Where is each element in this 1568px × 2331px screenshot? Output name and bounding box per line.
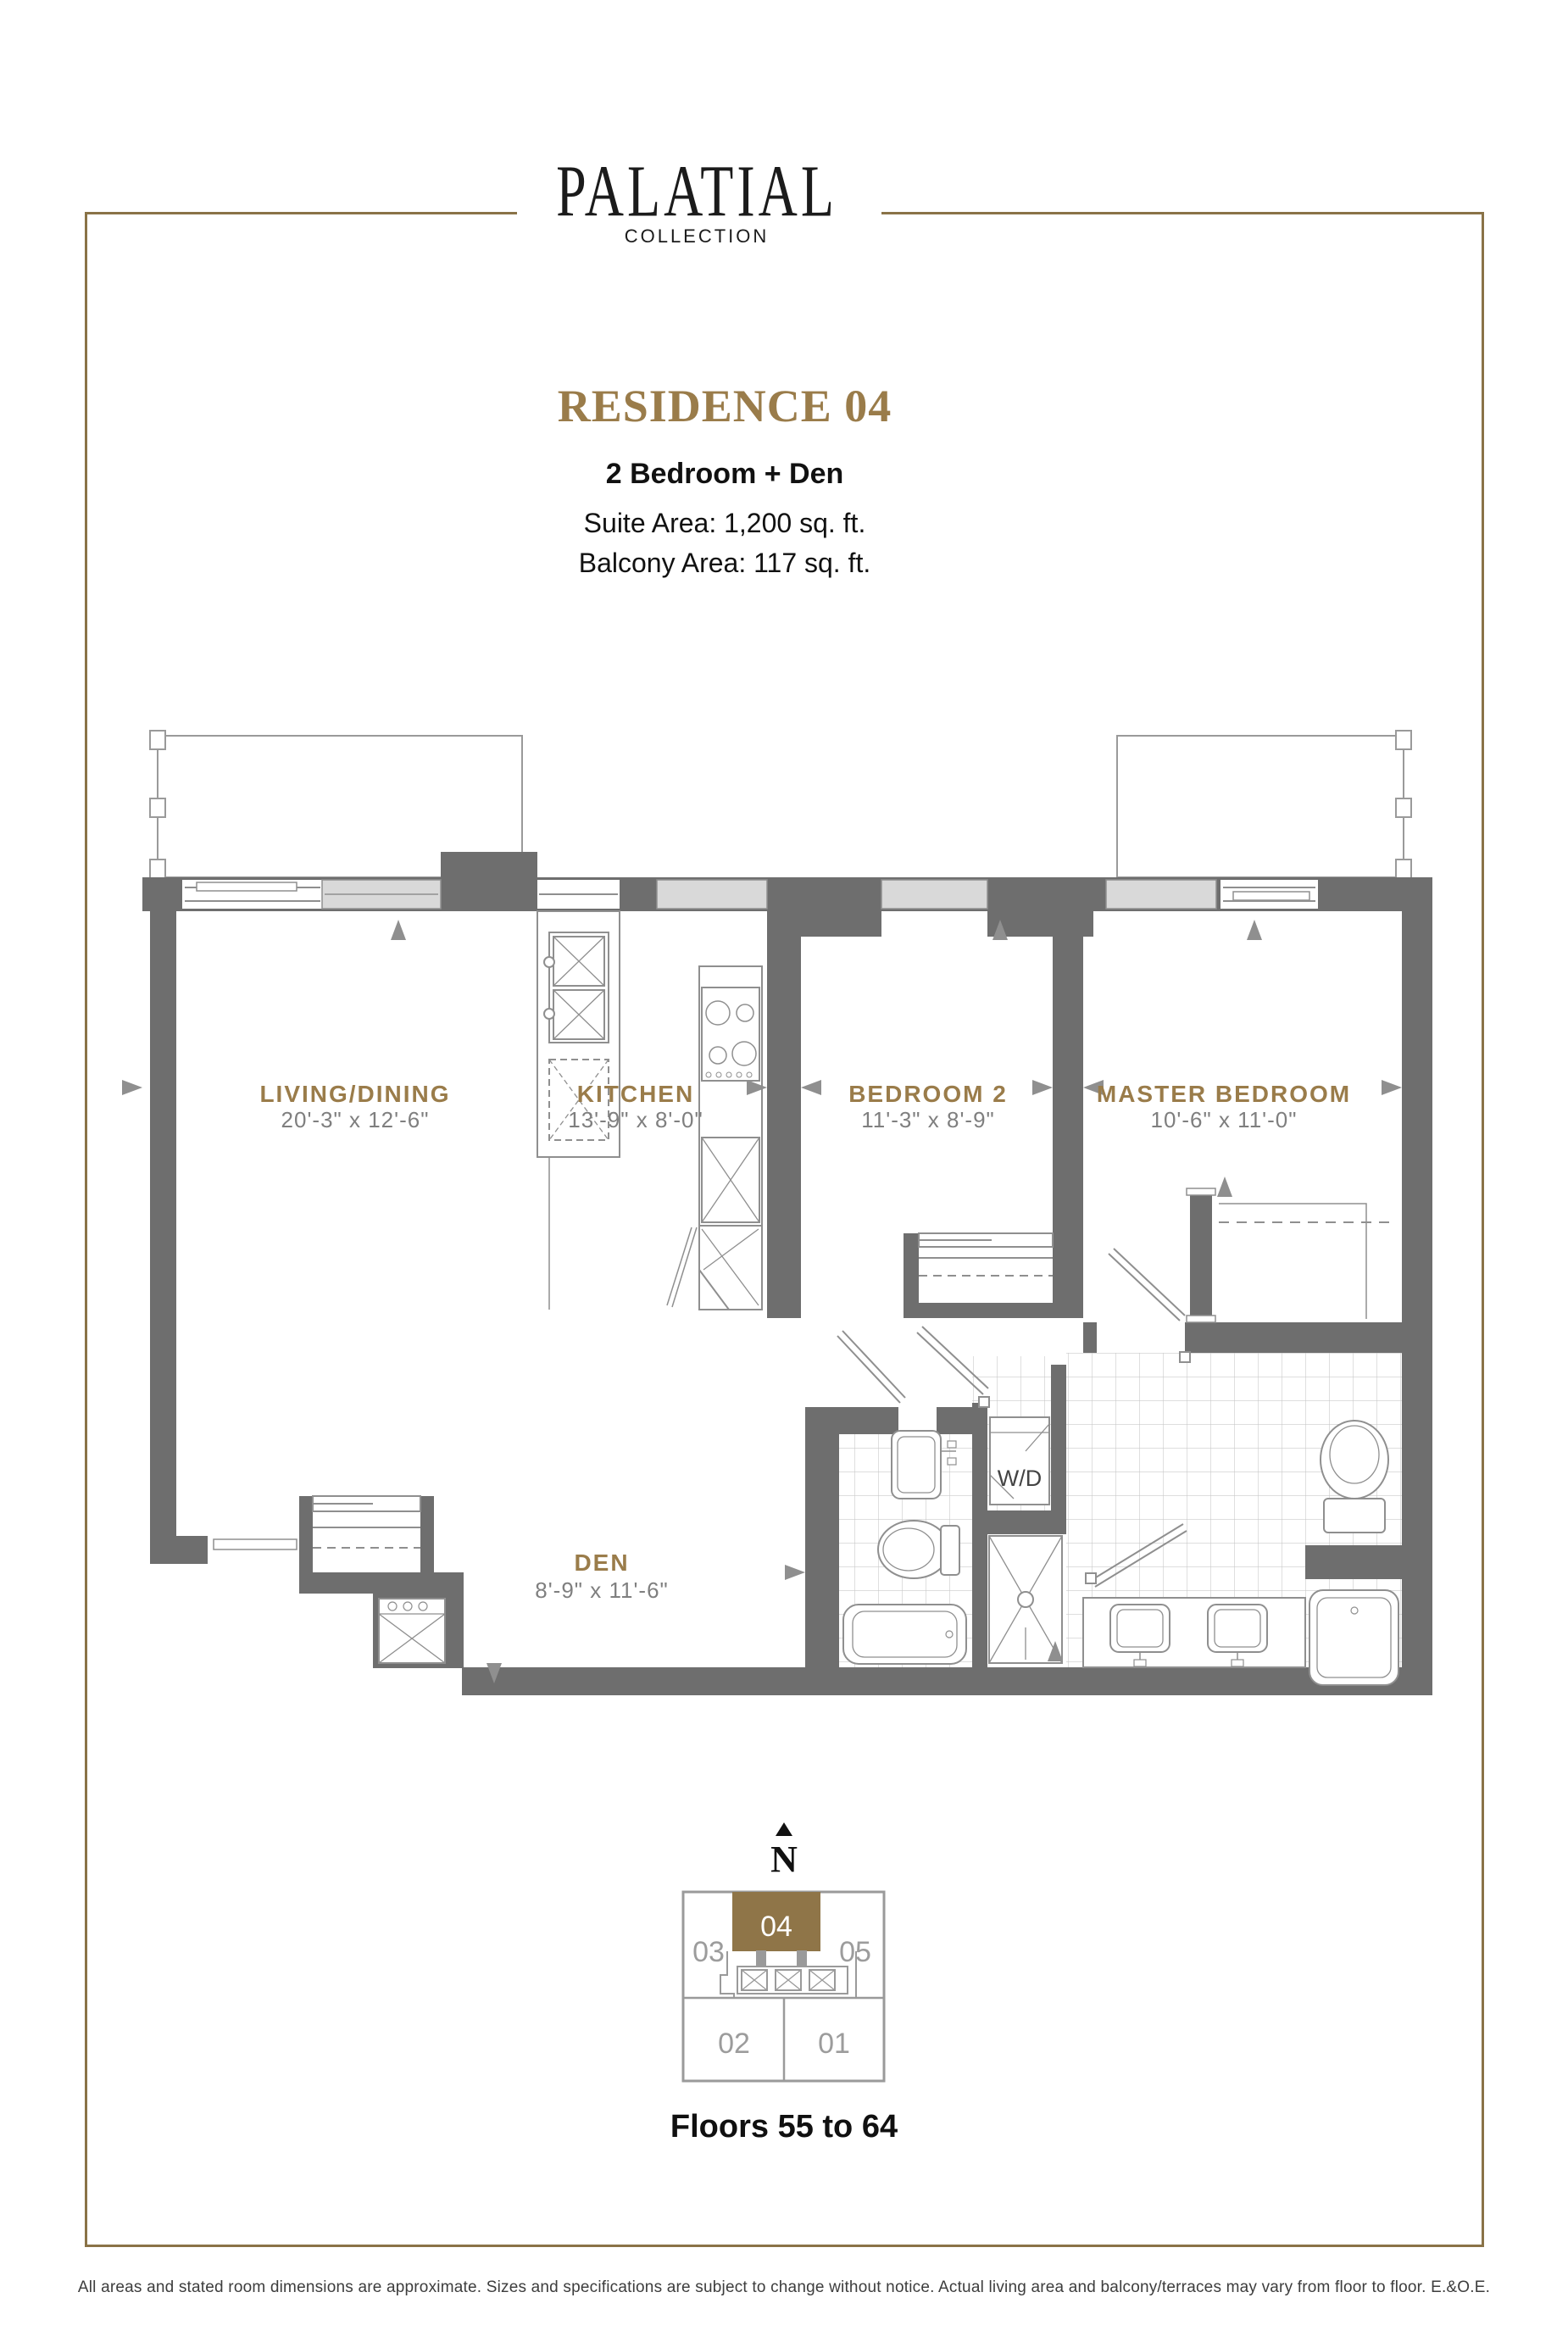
ensuite-toilet-icon xyxy=(1321,1421,1388,1533)
keyplan-unit-04: 04 xyxy=(760,1911,792,1943)
kitchen-appliances xyxy=(667,966,762,1310)
laundry-label: W/D xyxy=(997,1466,1043,1491)
key-plan xyxy=(670,1814,898,2094)
washer-dryer-icon xyxy=(990,1417,1049,1505)
brand-name: PALATIAL xyxy=(556,150,837,232)
page-border-top-left xyxy=(85,212,517,214)
room-label-kitchen: KITCHEN xyxy=(576,1081,695,1107)
floors-range: Floors 55 to 64 xyxy=(670,2109,898,2145)
balcony-area: Balcony Area: 117 sq. ft. xyxy=(578,548,871,578)
residence-title: RESIDENCE 04 xyxy=(557,381,892,431)
room-dims-kitchen: 13'-9" x 8'-0" xyxy=(568,1107,703,1132)
master-closet xyxy=(1187,1188,1397,1322)
north-arrow-icon xyxy=(776,1822,792,1836)
room-label-den: DEN xyxy=(574,1549,630,1576)
keyplan-unit-05: 05 xyxy=(839,1936,871,1968)
floor-plan xyxy=(119,704,1458,1729)
windows xyxy=(182,880,1318,909)
foyer-closet xyxy=(214,1496,420,1549)
room-dims-bedroom2: 11'-3" x 8'-9" xyxy=(861,1107,995,1132)
room-label-bedroom2: BEDROOM 2 xyxy=(848,1081,1008,1107)
balcony-right xyxy=(1117,731,1411,878)
ensuite-tub-icon xyxy=(1309,1590,1398,1685)
brand-logo xyxy=(556,149,837,248)
north-label: N xyxy=(770,1839,798,1880)
room-label-master: MASTER BEDROOM xyxy=(1096,1081,1352,1107)
room-dims-den: 8'-9" x 11'-6" xyxy=(535,1577,669,1603)
page-border-top-right xyxy=(881,212,1482,214)
keyplan-core xyxy=(720,1951,856,1998)
room-dims-living: 20'-3" x 12'-6" xyxy=(281,1107,430,1132)
brand-subtitle: COLLECTION xyxy=(624,225,770,247)
cooktop-icon xyxy=(702,987,759,1081)
room-label-living: LIVING/DINING xyxy=(259,1081,451,1107)
ensuite-double-vanity-icon xyxy=(1083,1598,1305,1667)
keyplan-unit-02: 02 xyxy=(718,2028,750,2060)
keyplan-unit-01: 01 xyxy=(818,2028,850,2060)
main-bath-tub-icon xyxy=(843,1605,966,1664)
utility-panel-icon xyxy=(379,1599,445,1663)
disclaimer: All areas and stated room dimensions are approximate. Sizes and specifications are subject to change without notice. Actual living area and balcony/terraces may vary from floor to floor. E.&O.E. xyxy=(77,2278,1491,2296)
residence-type: 2 Bedroom + Den xyxy=(605,458,844,490)
main-bath-toilet-icon xyxy=(878,1521,959,1578)
keyplan-unit-03: 03 xyxy=(692,1936,725,1968)
bedroom2-closet xyxy=(919,1233,1053,1276)
room-dims-master: 10'-6" x 11'-0" xyxy=(1150,1107,1298,1132)
suite-area: Suite Area: 1,200 sq. ft. xyxy=(583,508,866,538)
shower-icon xyxy=(989,1536,1062,1663)
